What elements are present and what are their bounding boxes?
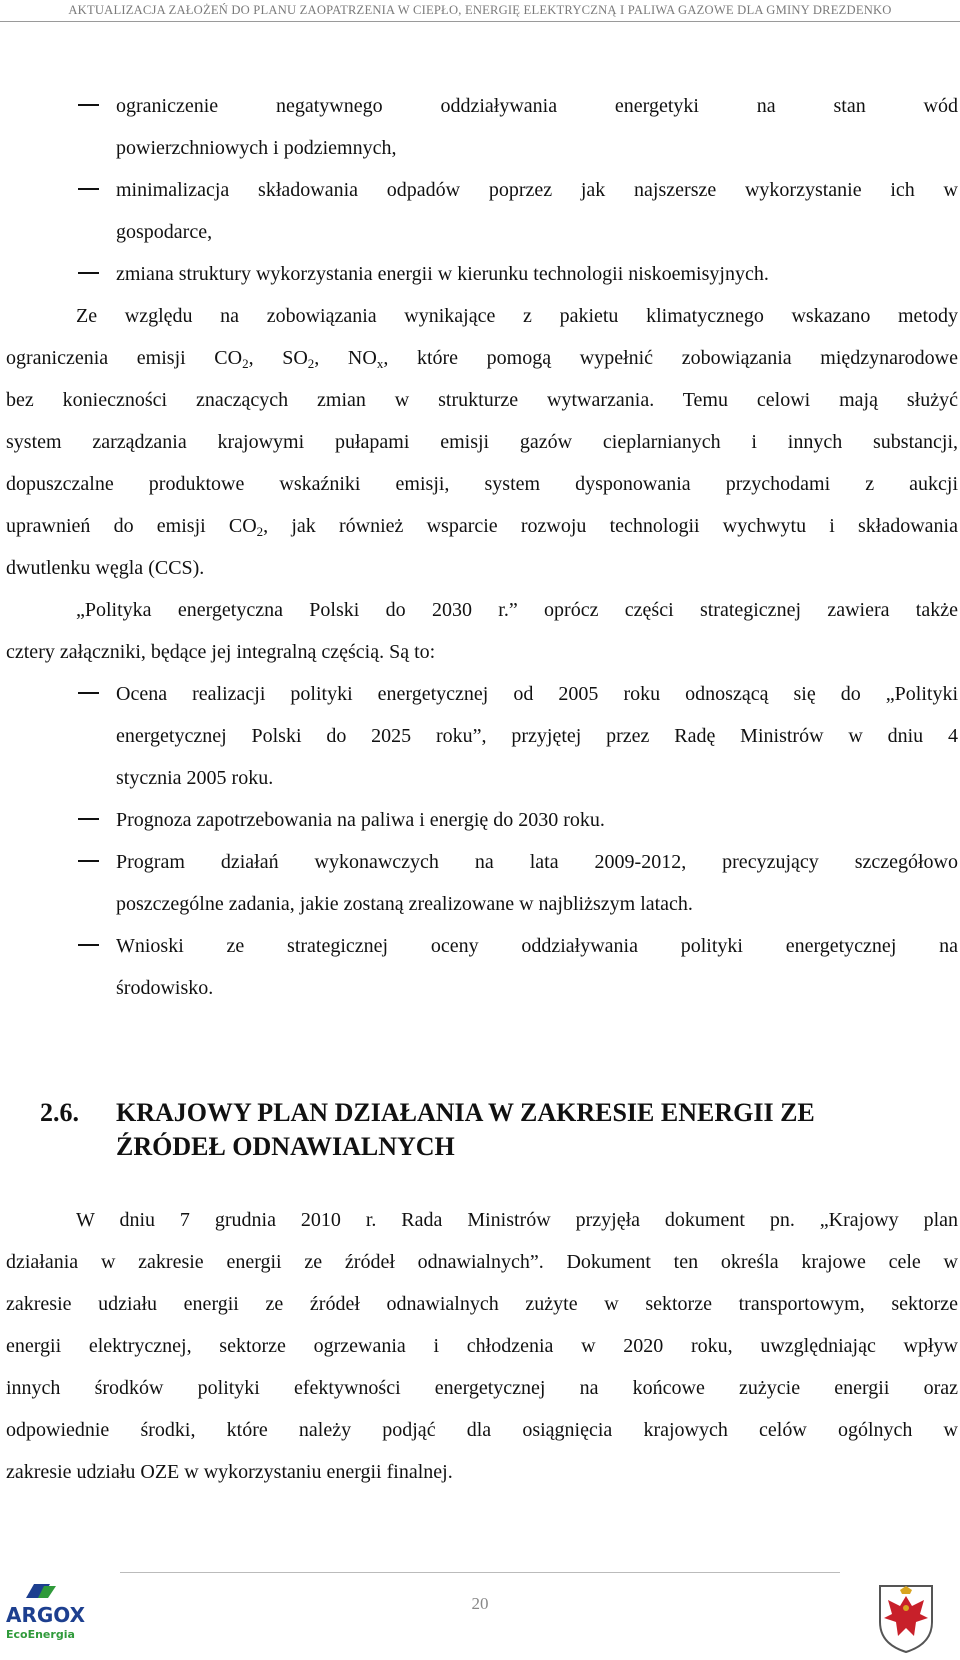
annex-bullet-4-line-1: Wnioski ze strategicznej oceny oddziaływania polityki energetycznej na [116, 935, 958, 957]
para-1-line-5: dopuszczalne produktowe wskaźniki emisji, system dysponowania przychodami z aukcji [6, 473, 958, 495]
para-1-line-1: Ze względu na zobowiązania wynikające z pakietu klimatycznego wskazano metody [76, 305, 958, 327]
annex-bullet-3-line-1: Program działań wykonawczych na lata 2009-2012, precyzujący szczegółowo [116, 851, 958, 873]
running-header: AKTUALIZACJA ZAŁOŻEŃ DO PLANU ZAOPATRZENIA W CIEPŁO, ENERGIĘ ELEKTRYCZNĄ I PALIWA GAZOWE DLA GMINY DREZDENKO [68, 3, 892, 17]
bullet-2-line-2: gospodarce, [116, 221, 213, 243]
annex-bullet-1-line-3: stycznia 2005 roku. [116, 767, 274, 789]
para-1-line-6: uprawnień do emisji $CO_2$, jak również wsparcie rozwoju technologii wychwytu i składowania [6, 515, 958, 539]
bullet-2-line-1: minimalizacja składowania odpadów poprzez jak najszersze wykorzystanie ich w [116, 179, 958, 201]
annex-bullet-1-line-1: Ocena realizacji polityki energetycznej od 2005 roku odnoszącą się do „Polityki [116, 683, 958, 705]
para-2-line-1: „Polityka energetyczna Polski do 2030 r.” oprócz części strategicznej zawiera także [76, 599, 958, 621]
bullet-dash [78, 104, 99, 106]
para-1-line-7: dwutlenku węgla (CCS). [6, 557, 205, 579]
crest-eagle-icon [876, 1582, 936, 1654]
header-divider [0, 21, 960, 22]
para-3-line-7: zakresie udziału OZE w wykorzystaniu energii finalnej. [6, 1461, 453, 1483]
logo-wordmark: ARGOX [6, 1603, 86, 1627]
bullet-dash [78, 272, 99, 274]
para-3-line-5: innych środków polityki efektywności energetycznej na końcowe zużycie energii oraz [6, 1377, 958, 1399]
page-number: 20 [471, 1594, 489, 1613]
bullet-dash [78, 692, 99, 694]
section-number: 2.6. [40, 1098, 79, 1127]
annex-bullet-1-line-2: energetycznej Polski do 2025 roku”, przyjętej przez Radę Ministrów w dniu 4 [116, 725, 958, 747]
argox-logo-graphic [4, 1582, 90, 1644]
bullet-3-line-1: zmiana struktury wykorzystania energii w kierunku technologii niskoemisyjnych. [116, 263, 769, 285]
section-title-line-1: KRAJOWY PLAN DZIAŁANIA W ZAKRESIE ENERGII ZE [116, 1098, 815, 1127]
para-2-line-2: cztery załączniki, będące jej integralną częścią. Są to: [6, 641, 436, 663]
para-3-line-6: odpowiednie środki, które należy podjąć dla osiągnięcia krajowych celów ogólnych w [6, 1419, 958, 1441]
annex-bullet-2-line-1: Prognoza zapotrzebowania na paliwa i energię do 2030 roku. [116, 809, 605, 831]
bullet-dash [78, 188, 99, 190]
municipal-crest [876, 1582, 936, 1654]
para-3-line-4: energii elektrycznej, sektorze ogrzewania i chłodzenia w 2020 roku, uwzględniając wpływ [6, 1335, 958, 1357]
para-1-line-4: system zarządzania krajowymi pułapami emisji gazów cieplarnianych i innych substancji, [6, 431, 958, 453]
footer-divider [120, 1572, 840, 1573]
para-1-line-3: bez konieczności znaczących zmian w strukturze wytwarzania. Temu celowi mają służyć [6, 389, 958, 411]
para-3-line-3: zakresie udziału energii ze źródeł odnawialnych zużyte w sektorze transportowym, sektorze [6, 1293, 958, 1315]
para-1-line-2: ograniczenia emisji $CO_2$, $SO_2$, $NO_x$, które pomogą wypełnić zobowiązania międzynarodowe [6, 347, 958, 371]
logo-subtext: EcoEnergia [6, 1628, 75, 1641]
bullet-1-line-1: ograniczenie negatywnego oddziaływania energetyki na stan wód [116, 95, 958, 117]
bullet-dash [78, 818, 99, 820]
bullet-dash [78, 860, 99, 862]
para-3-line-2: działania w zakresie energii ze źródeł odnawialnych”. Dokument ten określa krajowe cele w [6, 1251, 958, 1273]
annex-bullet-3-line-2: poszczególne zadania, jakie zostaną zrealizowane w najbliższym latach. [116, 893, 693, 915]
section-title-line-2: ŹRÓDEŁ ODNAWIALNYCH [116, 1132, 455, 1161]
para-3-line-1: W dniu 7 grudnia 2010 r. Rada Ministrów przyjęła dokument pn. „Krajowy plan [76, 1209, 958, 1231]
bullet-dash [78, 944, 99, 946]
bullet-1-line-2: powierzchniowych i podziemnych, [116, 137, 397, 159]
annex-bullet-4-line-2: środowisko. [116, 977, 214, 999]
argox-logo [4, 1582, 90, 1644]
